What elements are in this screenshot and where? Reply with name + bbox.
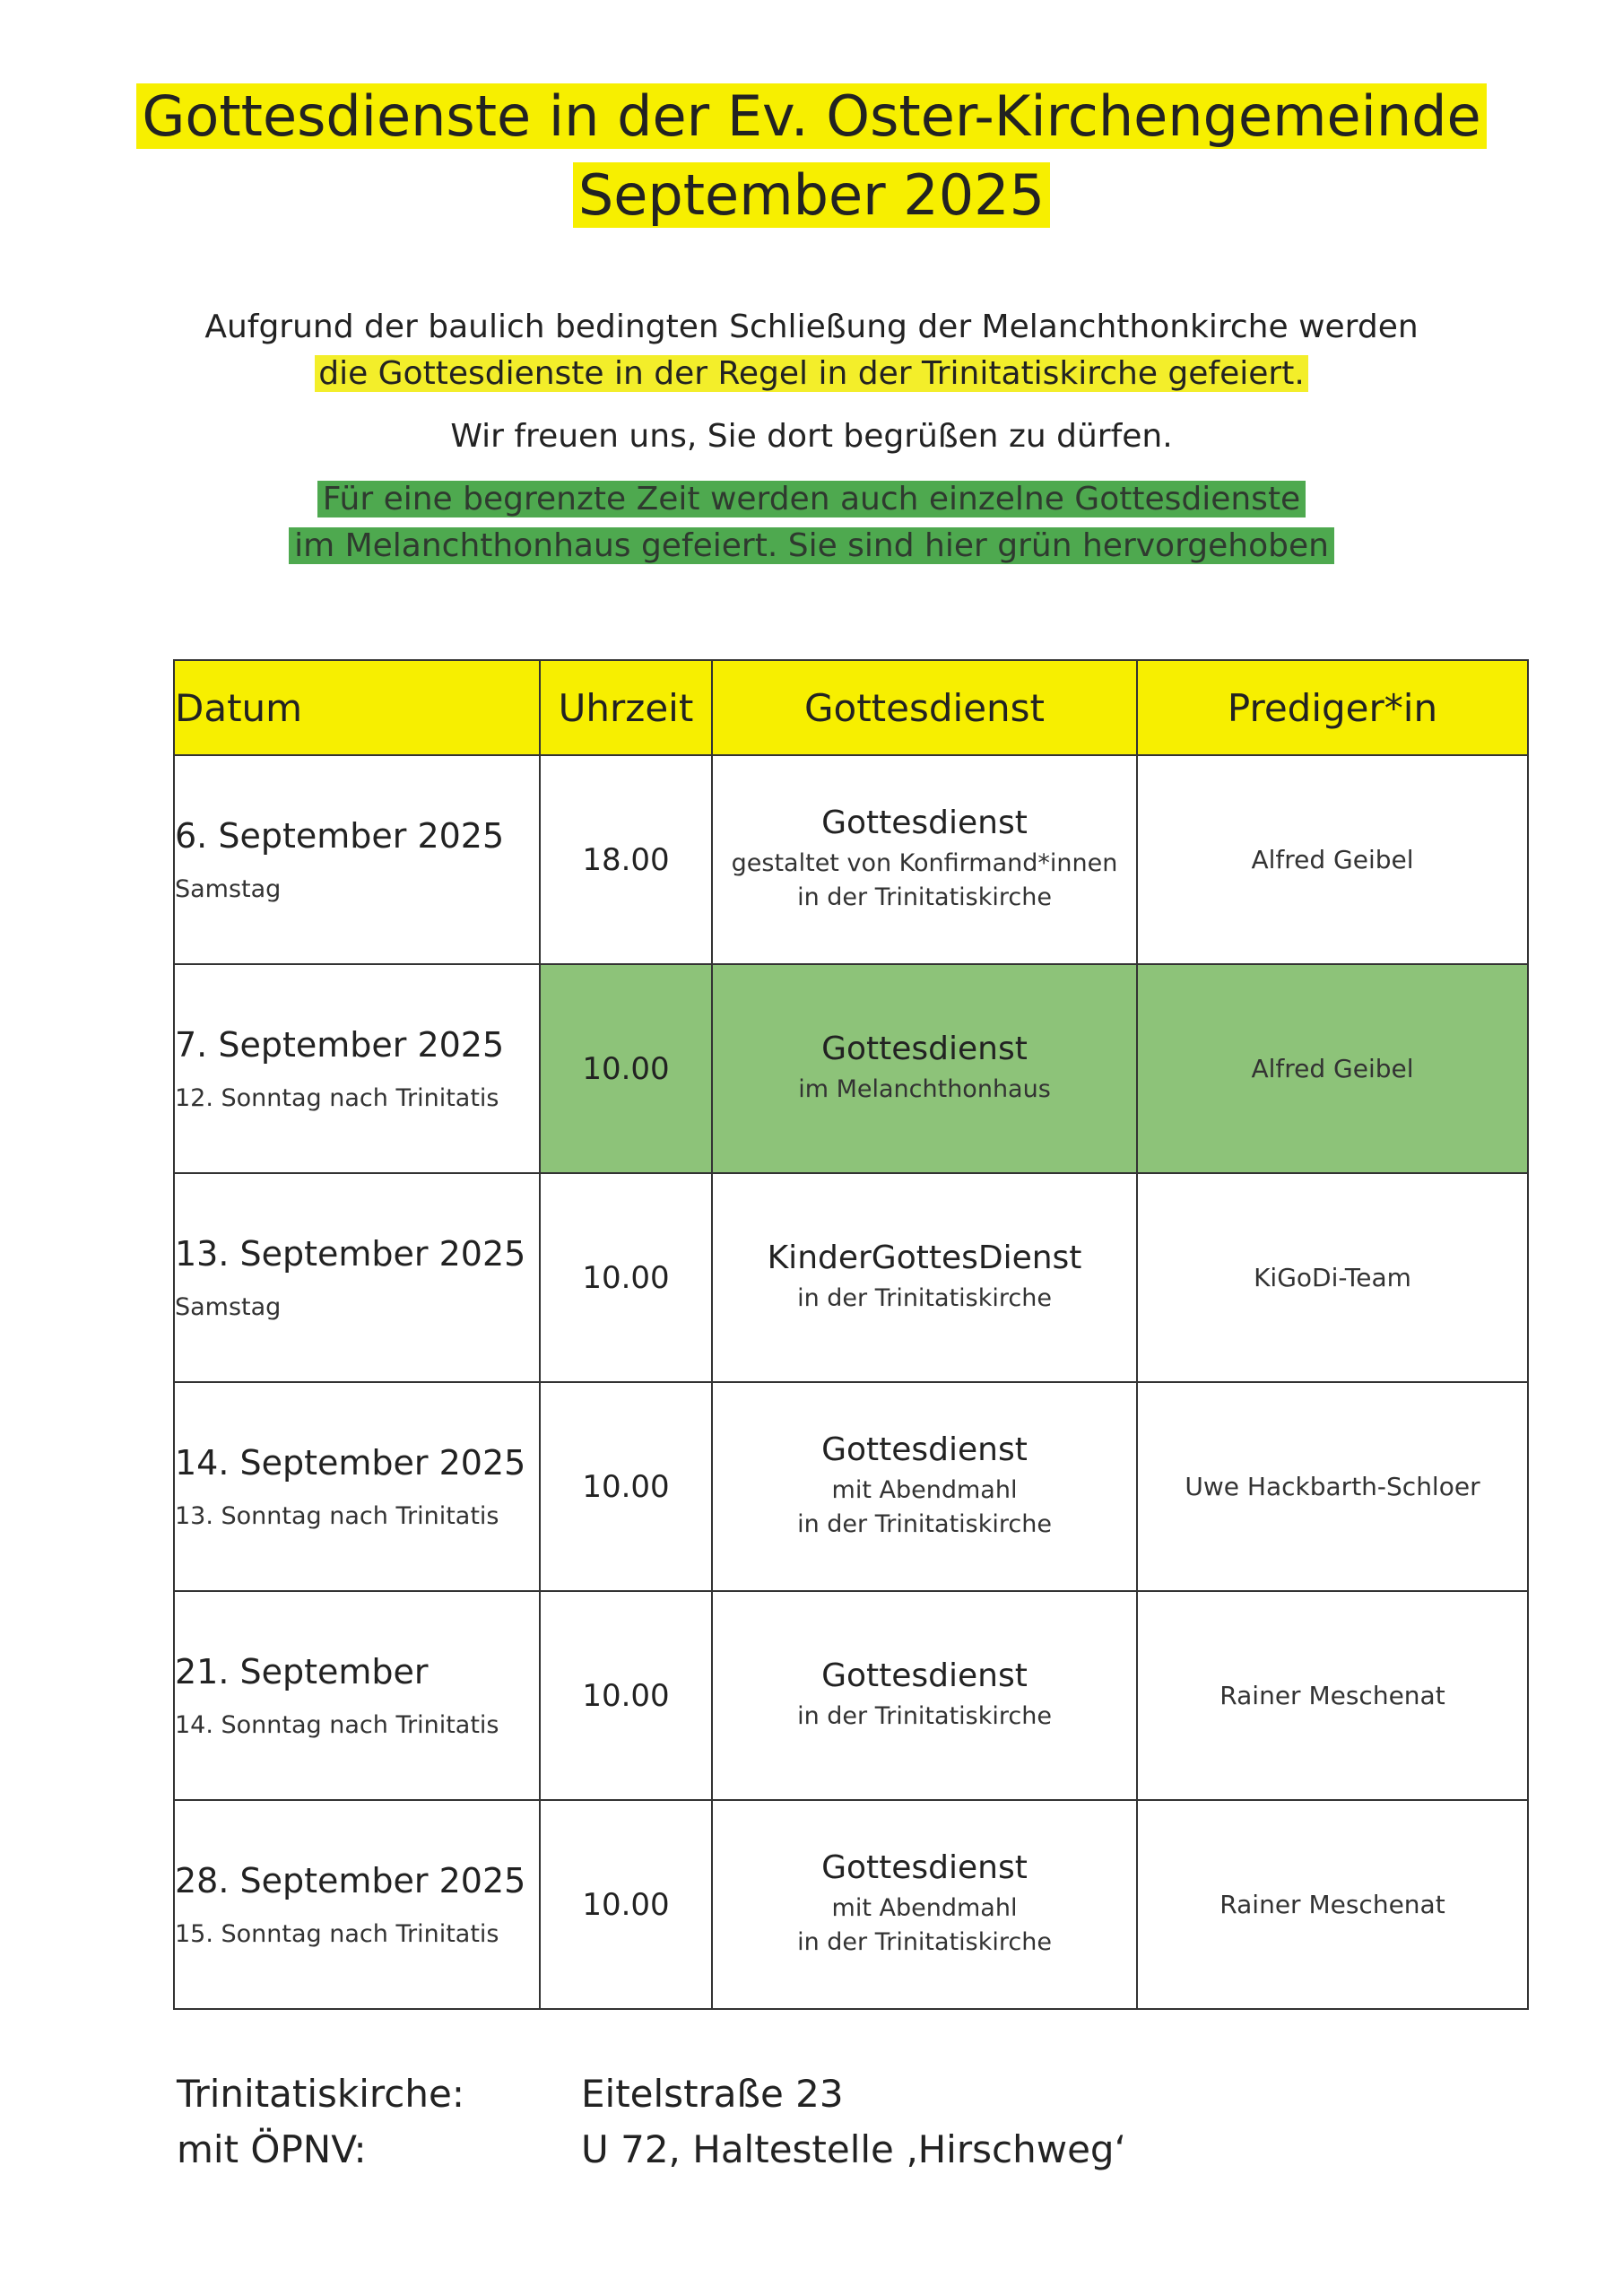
header-uhrzeit: Uhrzeit bbox=[540, 660, 712, 755]
header-datum: Datum bbox=[174, 660, 540, 755]
date-text: 13. September 2025 bbox=[175, 1234, 526, 1274]
date-cell bbox=[174, 1382, 540, 1591]
date-cell bbox=[174, 755, 540, 964]
service-detail: mit Abendmahl bbox=[831, 1476, 1018, 1504]
service-cell bbox=[712, 1173, 1137, 1382]
date-cell bbox=[174, 964, 540, 1173]
date-text: 7. September 2025 bbox=[175, 1025, 505, 1065]
intro-line2-highlight: die Gottesdienste in der Regel in der Trinitatiskirche gefeiert. bbox=[315, 355, 1308, 392]
preacher-cell: Rainer Meschenat bbox=[1137, 1800, 1528, 2009]
service-cell bbox=[712, 1382, 1137, 1591]
page-title-line2 bbox=[0, 158, 1623, 233]
service-title: Gottesdienst bbox=[821, 1031, 1028, 1067]
table-row-green bbox=[174, 964, 1528, 1173]
day-text: 13. Sonntag nach Trinitatis bbox=[175, 1502, 499, 1530]
time-cell: 10.00 bbox=[540, 1800, 712, 2009]
footer-label-church: Trinitatiskirche: bbox=[177, 2072, 464, 2116]
green-note-line2-highlight: im Melanchthonhaus gefeiert. Sie sind hier grün hervorgehoben bbox=[289, 527, 1334, 564]
page-title-line1 bbox=[0, 79, 1623, 154]
footer-value-address: Eitelstraße 23 bbox=[581, 2072, 844, 2116]
preacher-cell: Rainer Meschenat bbox=[1137, 1591, 1528, 1800]
date-text: 14. September 2025 bbox=[175, 1443, 526, 1483]
table-row bbox=[174, 1800, 1528, 2009]
green-note-line2 bbox=[0, 522, 1623, 570]
service-title: Gottesdienst bbox=[821, 1657, 1028, 1694]
service-detail: gestaltet von Konfirmand*innen bbox=[731, 849, 1118, 877]
service-cell bbox=[712, 1800, 1137, 2009]
service-detail: in der Trinitatiskirche bbox=[797, 1702, 1052, 1730]
preacher-cell: Uwe Hackbarth-Schloer bbox=[1137, 1382, 1528, 1591]
table-row bbox=[174, 755, 1528, 964]
green-note-line1-highlight: Für eine begrenzte Zeit werden auch einzelne Gottesdienste bbox=[317, 481, 1306, 517]
day-text: 14. Sonntag nach Trinitatis bbox=[175, 1711, 499, 1739]
service-schedule-table bbox=[173, 659, 1529, 2010]
intro-line2 bbox=[0, 350, 1623, 398]
date-cell bbox=[174, 1591, 540, 1800]
preacher-cell: Alfred Geibel bbox=[1137, 964, 1528, 1173]
preacher-cell: KiGoDi-Team bbox=[1137, 1173, 1528, 1382]
date-text: 6. September 2025 bbox=[175, 816, 505, 856]
day-text: Samstag bbox=[175, 1293, 282, 1321]
time-cell: 10.00 bbox=[540, 1382, 712, 1591]
footer-value-transit: U 72, Haltestelle ‚Hirschweg‘ bbox=[581, 2127, 1126, 2171]
time-cell: 10.00 bbox=[540, 964, 712, 1173]
green-note-line1 bbox=[0, 475, 1623, 524]
intro-line3: Wir freuen uns, Sie dort begrüßen zu dürfen. bbox=[450, 418, 1173, 455]
service-detail: in der Trinitatiskirche bbox=[797, 1284, 1052, 1312]
service-title: Gottesdienst bbox=[821, 1849, 1028, 1886]
time-cell: 18.00 bbox=[540, 755, 712, 964]
footer-label-transit: mit ÖPNV: bbox=[177, 2127, 367, 2171]
time-cell: 10.00 bbox=[540, 1591, 712, 1800]
table-header-row bbox=[174, 660, 1528, 755]
date-text: 28. September 2025 bbox=[175, 1861, 526, 1900]
service-cell bbox=[712, 755, 1137, 964]
service-detail: in der Trinitatiskirche bbox=[797, 1928, 1052, 1956]
title-line1-text: Gottesdienste in der Ev. Oster-Kirchengemeinde bbox=[136, 83, 1486, 149]
service-title: Gottesdienst bbox=[821, 1431, 1028, 1468]
header-gottesdienst: Gottesdienst bbox=[712, 660, 1137, 755]
table-row bbox=[174, 1591, 1528, 1800]
table-row bbox=[174, 1173, 1528, 1382]
service-detail: in der Trinitatiskirche bbox=[797, 883, 1052, 911]
service-title: Gottesdienst bbox=[821, 804, 1028, 841]
time-cell: 10.00 bbox=[540, 1173, 712, 1382]
service-cell bbox=[712, 964, 1137, 1173]
intro-line1: Aufgrund der baulich bedingten Schließung der Melanchthonkirche werden bbox=[204, 309, 1419, 345]
date-text: 21. September bbox=[175, 1652, 429, 1692]
service-cell bbox=[712, 1591, 1137, 1800]
service-detail: im Melanchthonhaus bbox=[798, 1075, 1051, 1103]
service-detail: in der Trinitatiskirche bbox=[797, 1510, 1052, 1538]
date-cell bbox=[174, 1173, 540, 1382]
date-cell bbox=[174, 1800, 540, 2009]
header-prediger: Prediger*in bbox=[1137, 660, 1528, 755]
day-text: 15. Sonntag nach Trinitatis bbox=[175, 1920, 499, 1948]
preacher-cell: Alfred Geibel bbox=[1137, 755, 1528, 964]
day-text: 12. Sonntag nach Trinitatis bbox=[175, 1084, 499, 1112]
service-detail: mit Abendmahl bbox=[831, 1894, 1018, 1922]
service-title: KinderGottesDienst bbox=[767, 1239, 1082, 1276]
title-line2-text: September 2025 bbox=[573, 162, 1050, 228]
table-row bbox=[174, 1382, 1528, 1591]
day-text: Samstag bbox=[175, 875, 282, 903]
